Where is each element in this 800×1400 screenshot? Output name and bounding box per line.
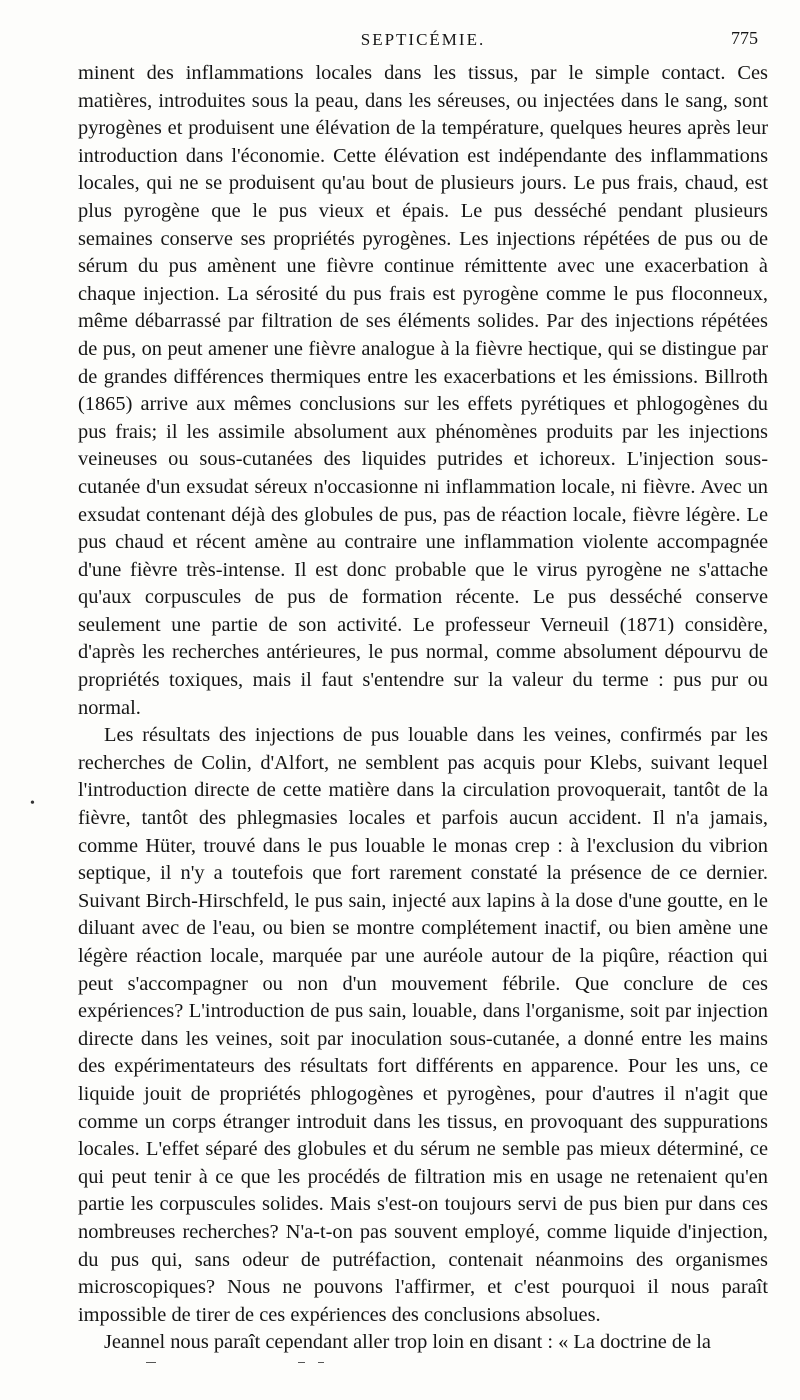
page-number: 775 (731, 28, 758, 48)
scan-mark (318, 1362, 324, 1363)
body-text (78, 60, 768, 1357)
paragraph-jeannel: Jeannel nous paraît cependant aller trop loin en disant : « La doctrine de la (104, 1331, 711, 1354)
scan-mark (298, 1362, 305, 1363)
bottom-scan-marks (0, 1361, 800, 1365)
running-head (78, 28, 768, 58)
margin-mark: • (30, 796, 35, 811)
scan-mark (146, 1362, 156, 1363)
paragraph-injection-results: Les résultats des injections de pus louable dans les veines, confirmés par les recherches de Colin, d'Alfort, ne semblent pas acquis pour Klebs, suivant lequel l'introduction directe de cette matière dans la circulation provoquerait, tantôt de la fièvre, tantôt des phlegmasies locales et parfois aucun accident. Il n'a jamais, comme Hüter, trouvé dans le pus louable le monas crep : à l'exclusion du vibrion septique, il n'y a toutefois que fort rarement constaté la présence de ce dernier. Suivant Birch-Hirschfeld, le pus sain, injecté aux lapins à la dose d'une goutte, en le diluant avec de l'eau, ou bien se montre complétement inactif, ou bien amène une légère réaction locale, marquée par une auréole autour de la piqûre, réaction qui peut s'accompagner ou non d'un mouvement fébrile. Que conclure de ces expériences? L'introduction de pus sain, louable, dans l'organisme, soit par injection directe dans les veines, soit par inoculation sous-cutanée, a donné entre les mains des expérimentateurs des résultats fort différents en apparence. Pour les uns, ce liquide jouit de propriétés phlogogènes et pyrogènes, pour d'autres il n'agit que comme un corps étranger introduit dans les tissus, en provoquant des suppurations locales. L'effet séparé des globules et du sérum ne semble pas mieux déterminé, ce qui peut tenir à ce que les procédés de filtration mis en usage ne retenaient qu'en partie les corpuscules solides. Mais s'est-on toujours servi de pus bien pur dans ces nombreuses recherches? N'a-t-on pas souvent employé, comme liquide d'injection, du pus qui, sans odeur de putréfaction, contenait néanmoins des organismes microscopiques? Nous ne pouvons l'affirmer, et c'est pourquoi il nous paraît impossible de tirer de ces expériences des conclusions absolues. (78, 724, 768, 1326)
running-title: SEPTICÉMIE. (360, 30, 486, 49)
paragraph-continuation: minent des inflammations locales dans les tissus, par le simple contact. Ces matières, introduites sous la peau, dans les séreuses, ou injectées dans le sang, sont pyrogènes et produisent une élévation de la température, quelques heures après leur introduction dans l'économie. Cette élévation est indépendante des inflammations locales, qui ne se produisent qu'au bout de plusieurs jours. Le pus frais, chaud, est plus pyrogène que le pus vieux et épais. Le pus desséché pendant plusieurs semaines conserve ses propriétés pyrogènes. Les injections répétées de pus ou de sérum du pus amènent une fièvre continue rémittente avec une exacerbation à chaque injection. La sérosité du pus frais est pyrogène comme le pus floconneux, même débarrassé par filtration de ses éléments solides. Par des injections répétées de pus, on peut amener une fièvre analogue à la fièvre hectique, qui se distingue par de grandes différences thermiques entre les exacerbations et les émissions. Billroth (1865) arrive aux mêmes conclusions sur les effets pyrétiques et phlogogènes du pus frais; il les assimile absolument aux phénomènes produits par les injections veineuses ou sous-cutanées des liquides putrides et ichoreux. L'injection sous-cutanée d'un exsudat séreux n'occasionne ni inflammation locale, ni fièvre. Avec un exsudat contenant déjà des globules de pus, pas de réaction locale, fièvre légère. Le pus chaud et récent amène au contraire une inflammation violente accompagnée d'une fièvre très-intense. Il est donc probable que le virus pyrogène ne s'attache qu'aux corpuscules de pus de formation récente. Le pus desséché conserve seulement une partie de son activité. Le professeur Verneuil (1871) considère, d'après les recherches antérieures, le pus normal, comme absolument dépourvu de propriétés toxiques, mais il faut s'entendre sur la valeur du terme : pus pur ou normal. (78, 62, 768, 719)
